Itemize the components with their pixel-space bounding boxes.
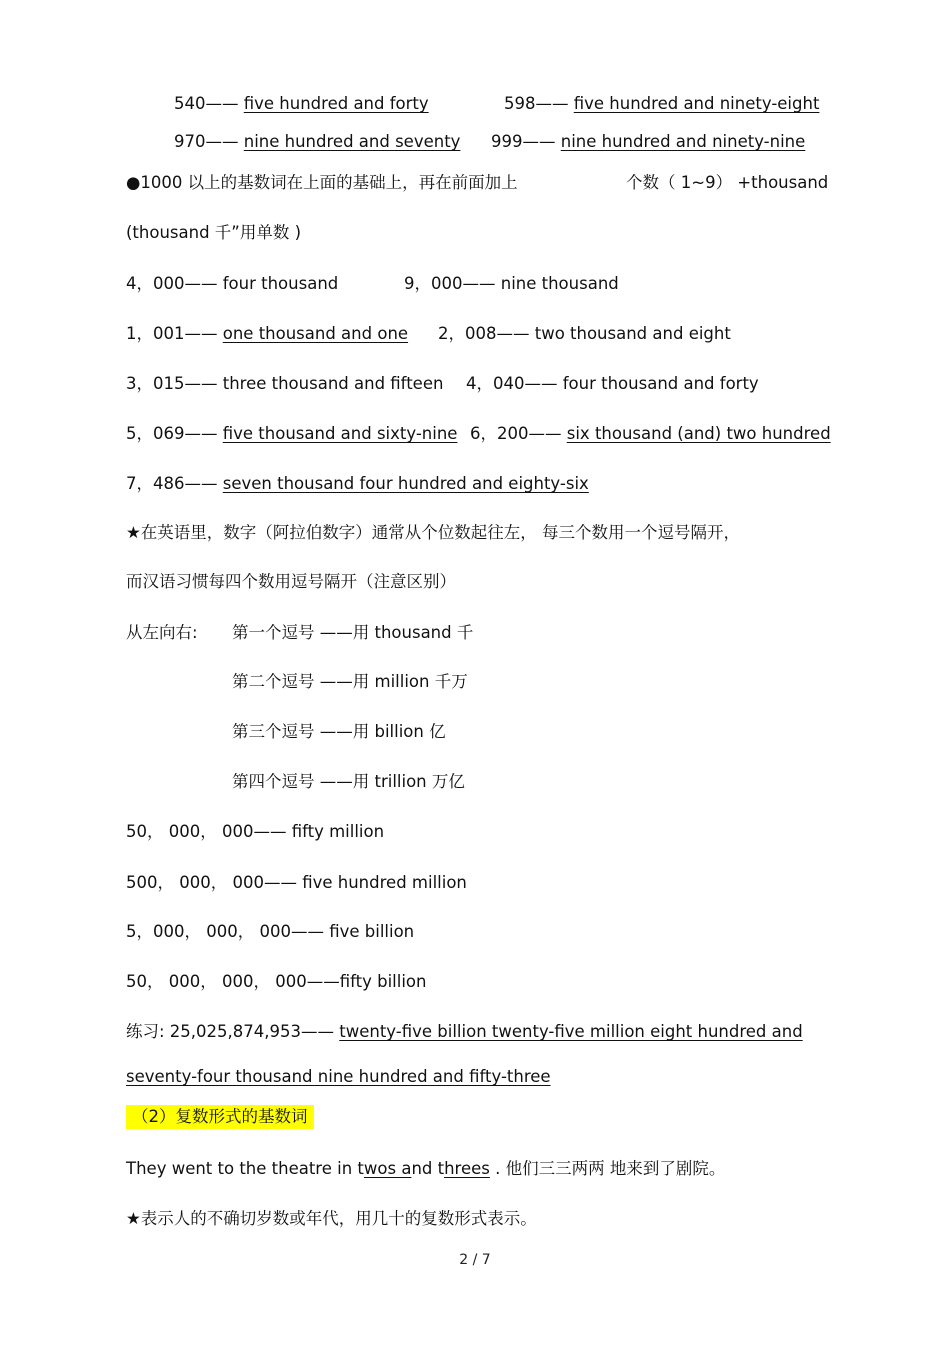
comma-item-4: 第四个逗号 ——用 trillion 万亿: [232, 772, 465, 791]
number-label: 6，200——: [470, 424, 567, 443]
rule-1000-line2: (thousand 千”用单数 ): [126, 223, 302, 242]
sentence-part: . 他们三三两两 地来到了剧院。: [489, 1159, 726, 1178]
comma-item-1: 第一个逗号 ——用 thousand 千: [232, 623, 474, 642]
exercise-answer: twenty-five billion twenty-five million eight hundred and: [339, 1022, 803, 1041]
comma-item-2: 第二个逗号 ——用 million 千万: [232, 672, 468, 691]
number-word: nine hundred and ninety-nine: [560, 132, 806, 151]
example-5069: [126, 424, 457, 444]
example-4040: 4，040—— four thousand and forty: [466, 374, 759, 393]
comma-item-3: 第三个逗号 ——用 billion 亿: [232, 722, 446, 741]
section-heading: [126, 1107, 314, 1127]
example-1001: [126, 324, 408, 344]
number-row-970: [174, 132, 460, 152]
exercise-line1: [126, 1022, 803, 1042]
example-7486: [126, 474, 589, 494]
number-label: 1，001——: [126, 324, 223, 343]
number-row-598: [504, 94, 819, 114]
number-label: 7，486——: [126, 474, 223, 493]
sentence-underline: wos a: [363, 1159, 412, 1178]
rule-text: 1000 以上的基数词在上面的基础上，再在前面加上: [140, 173, 518, 192]
example-6200: [470, 424, 831, 444]
example-9000: 9，000—— nine thousand: [404, 274, 619, 293]
comma-rule-line1: ★在英语里，数字（阿拉伯数字）通常从个位数起往左， 每三个数用一个逗号隔开，: [126, 523, 741, 542]
big-number-1: 50， 000， 000—— fifty million: [126, 822, 385, 841]
big-number-2: 500， 000， 000—— five hundred million: [126, 873, 467, 892]
sentence-underline: hrees: [444, 1159, 490, 1178]
number-row-999: [491, 132, 805, 152]
number-word: six thousand (and) two hundred: [566, 424, 831, 443]
number-word: one thousand and one: [222, 324, 409, 343]
example-4000: 4，000—— four thousand: [126, 274, 339, 293]
number-label: 5，069——: [126, 424, 223, 443]
comma-rule-lead: 从左向右:: [126, 623, 198, 642]
comma-rule-line2: 而汉语习惯每四个数用逗号隔开（注意区别）: [126, 572, 456, 591]
page-number: 2 / 7: [459, 1252, 491, 1268]
section-note: ★表示人的不确切岁数或年代，用几十的复数形式表示。: [126, 1209, 537, 1228]
number-word: nine hundred and seventy: [243, 132, 461, 151]
exercise-answer: seventy-four thousand nine hundred and fifty-three: [126, 1067, 551, 1086]
sentence-part: They went to the theatre in t: [126, 1159, 364, 1178]
number-label: 999——: [491, 132, 556, 151]
number-word: seven thousand four hundred and eighty-six: [222, 474, 589, 493]
number-label: 598——: [504, 94, 569, 113]
rule-1000-line1: [126, 173, 518, 193]
number-word: five thousand and sixty-nine: [222, 424, 458, 443]
bullet-icon: ●: [126, 173, 141, 192]
number-word: five hundred and forty: [243, 94, 429, 113]
example-2008: 2，008—— two thousand and eight: [438, 324, 731, 343]
number-label: 970——: [174, 132, 239, 151]
exercise-line2: [126, 1067, 551, 1087]
sentence-part: nd t: [411, 1159, 445, 1178]
highlighted-heading: （2）复数形式的基数词: [126, 1105, 314, 1129]
big-number-4: 50， 000， 000， 000——fifty billion: [126, 972, 427, 991]
number-row-540: [174, 94, 429, 114]
big-number-3: 5，000， 000， 000—— five billion: [126, 922, 415, 941]
example-sentence: [126, 1159, 725, 1179]
rule-1000-line1b: 个数（ 1~9） +thousand: [626, 173, 829, 192]
exercise-label: 练习: 25,025,874,953——: [126, 1022, 340, 1041]
example-3015: 3，015—— three thousand and fifteen: [126, 374, 444, 393]
number-label: 540——: [174, 94, 239, 113]
number-word: five hundred and ninety-eight: [573, 94, 820, 113]
